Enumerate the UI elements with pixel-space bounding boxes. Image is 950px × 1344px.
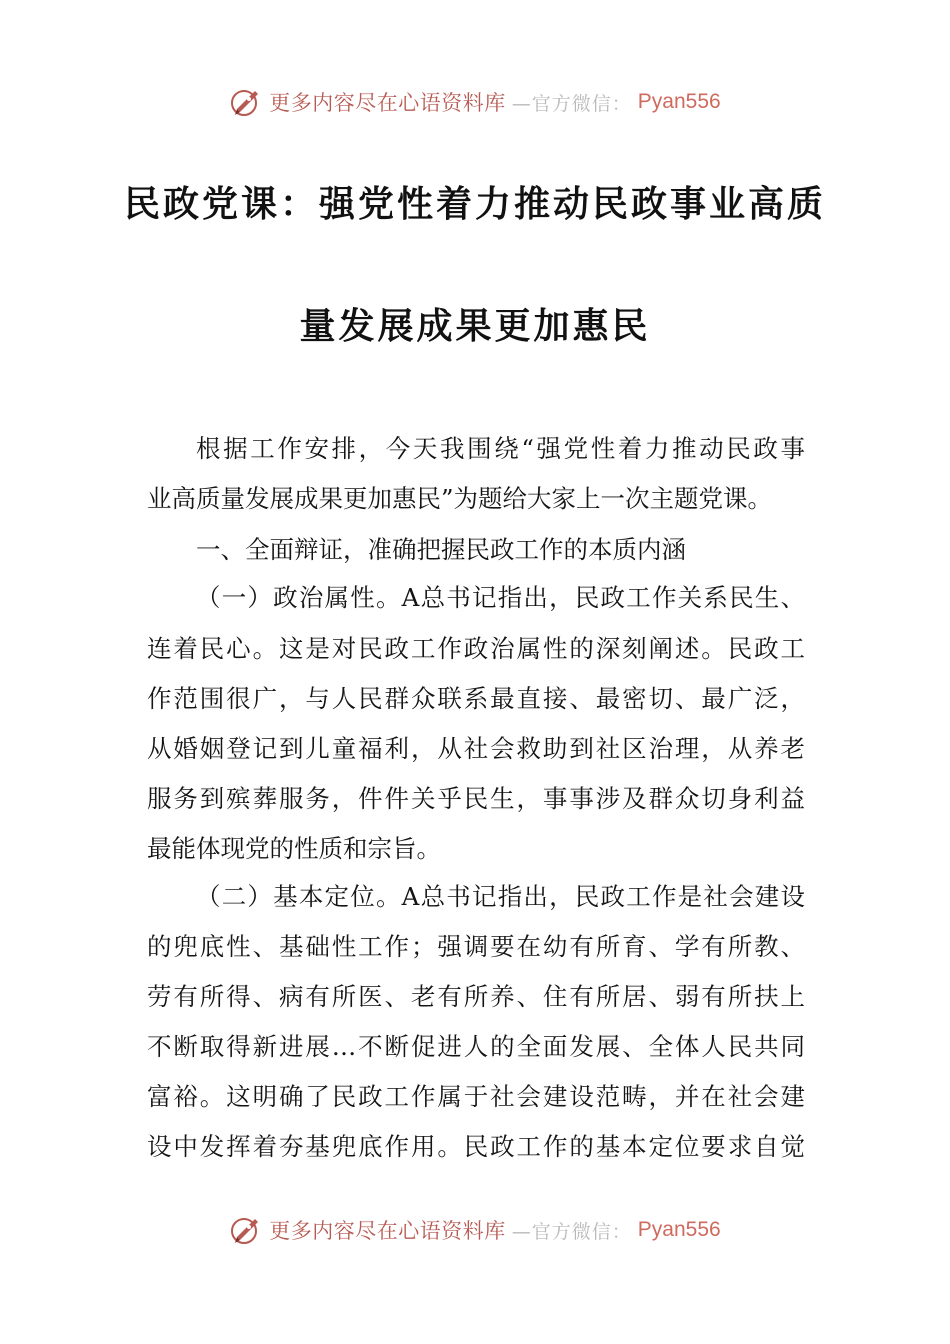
- watermark-label: —官方微信：: [511, 92, 632, 115]
- paragraph-line: 服务到殡葬服务，件件关乎民生，事事涉及群众切身利益: [147, 784, 805, 813]
- watermark-label: —官方微信：: [511, 1220, 632, 1243]
- paragraph-line: 业高质量发展成果更加惠民”为题给大家上一次主题党课。: [147, 484, 773, 513]
- paragraph-line: 连着民心。这是对民政工作政治属性的深刻阐述。民政工: [147, 634, 805, 663]
- document-title-line-1: 民政党课：强党性着力推动民政事业高质: [123, 184, 826, 225]
- paragraph-line: 根据工作安排，今天我围绕“强党性着力推动民政事: [196, 434, 805, 463]
- paragraph-line: 作范围很广，与人民群众联系最直接、最密切、最广泛，: [147, 684, 805, 713]
- paragraph-line: 最能体现党的性质和宗旨。: [147, 834, 441, 863]
- watermark-wechat-id: Pyan556: [637, 1218, 721, 1241]
- watermark-text: 更多内容尽在心语资料库: [269, 91, 506, 115]
- watermark-footer: [0, 1210, 950, 1250]
- paragraph-line: 富裕。这明确了民政工作属于社会建设范畴，并在社会建: [147, 1082, 805, 1111]
- paragraph-line: 劳有所得、病有所医、老有所养、住有所居、弱有所扶上: [147, 982, 805, 1011]
- document-title-line-2: 量发展成果更加惠民: [299, 306, 651, 347]
- section-heading: 一、全面辩证，准确把握民政工作的本质内涵: [196, 535, 686, 564]
- paragraph-line: 设中发挥着夯基兜底作用。民政工作的基本定位要求自觉: [147, 1132, 805, 1161]
- paragraph-line: （二）基本定位。A总书记指出，民政工作是社会建设: [196, 882, 805, 911]
- watermark-header: [0, 82, 950, 122]
- paragraph-line: 从婚姻登记到儿童福利，从社会救助到社区治理，从养老: [147, 734, 805, 763]
- watermark-text: 更多内容尽在心语资料库: [269, 1219, 506, 1243]
- paragraph-line: 不断取得新进展…不断促进人的全面发展、全体人民共同: [147, 1032, 805, 1061]
- paragraph-line: 的兜底性、基础性工作；强调要在幼有所育、学有所教、: [147, 932, 805, 961]
- pen-logo-icon: [229, 85, 263, 119]
- watermark-wechat-id: Pyan556: [637, 90, 721, 113]
- paragraph-line: （一）政治属性。A总书记指出，民政工作关系民生、: [196, 583, 805, 612]
- pen-logo-icon: [229, 1213, 263, 1247]
